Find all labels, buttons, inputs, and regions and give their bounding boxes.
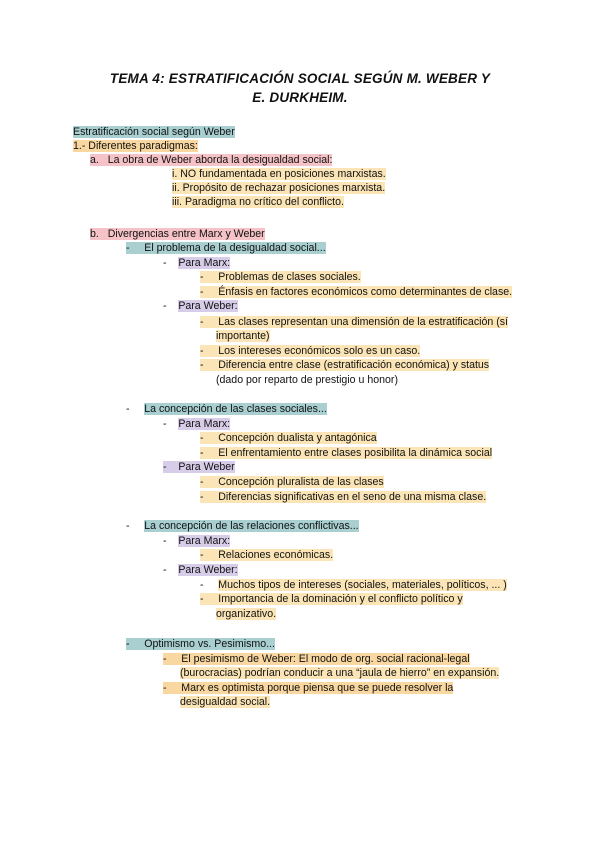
text-fragment: - [200, 345, 204, 357]
highlight [200, 286, 512, 298]
text-fragment: organizativo. [216, 608, 277, 620]
text-fragment: - [200, 316, 204, 328]
text-fragment: - [163, 257, 167, 269]
block4-item-1-cont [180, 667, 499, 680]
highlight [200, 447, 492, 459]
highlight [126, 638, 275, 650]
highlight [200, 432, 377, 444]
text-fragment: Estratificación social según Weber [73, 126, 235, 138]
text-fragment: - [126, 638, 130, 650]
text-fragment: Énfasis en factores económicos como determinantes de clase. [218, 286, 513, 298]
highlight [200, 593, 463, 605]
item-a [90, 154, 332, 167]
text-fragment: - [163, 418, 167, 430]
highlight [163, 653, 470, 665]
text-fragment: iii. Paradigma no crítico del conflicto. [172, 196, 344, 208]
block2-weber-label [163, 461, 235, 474]
text-fragment: 1.- Diferentes paradigmas: [73, 140, 198, 152]
item-a-iii [172, 196, 344, 209]
block3-heading [126, 520, 359, 533]
text-fragment: - [126, 403, 130, 415]
text-fragment: La concepción de las relaciones conflictivas... [144, 520, 359, 532]
text-fragment: - [200, 549, 204, 561]
block4-item-1 [163, 653, 470, 666]
text-fragment: Para Marx: [178, 535, 231, 547]
block1-weber-item-1 [200, 316, 508, 329]
text-fragment: El enfrentamiento entre clases posibilita la dinámica social [218, 447, 493, 459]
highlight [200, 476, 384, 488]
block4-heading [126, 638, 275, 651]
text-fragment: Para Weber: [178, 300, 238, 312]
block1-weber-label [163, 300, 238, 313]
text-fragment: Para Marx: [178, 257, 231, 269]
text-fragment: Muchos tipos de intereses (sociales, materiales, políticos, ... ) [218, 579, 507, 591]
block1-weber-item-2 [200, 345, 420, 358]
block3-weber-item-2 [200, 593, 463, 606]
text-fragment: ii. Propósito de rechazar posiciones marxista. [172, 182, 386, 194]
text-fragment: - [163, 461, 167, 473]
highlight [90, 228, 265, 240]
highlight [90, 154, 332, 166]
item-a-ii [172, 182, 385, 195]
text-fragment: Las clases representan una dimensión de la estratificación (sí [218, 316, 508, 328]
text-fragment: Para Weber [178, 461, 235, 473]
text-fragment: Los intereses económicos solo es un caso. [218, 345, 421, 357]
highlight [200, 491, 486, 503]
text-fragment: - [200, 476, 204, 488]
section-heading [73, 126, 235, 139]
text-fragment: Diferencias significativas en el seno de una misma clase. [218, 491, 487, 503]
text-fragment: desigualdad social. [180, 696, 271, 708]
text-fragment: - [200, 491, 204, 503]
block4-item-2-cont [180, 696, 270, 709]
text-fragment: El pesimismo de Weber: El modo de org. social racional-legal [181, 653, 470, 665]
block1-weber-item-3 [200, 359, 489, 372]
text-fragment: Diferencia entre clase (estratificación económica) y status [218, 359, 490, 371]
text-fragment: - [126, 242, 130, 254]
text-fragment: (dado por reparto de prestigio u honor) [216, 374, 398, 386]
highlight [200, 271, 361, 283]
text-fragment: Divergencias entre Marx y Weber [107, 228, 265, 240]
text-fragment: Optimismo vs. Pesimismo... [144, 638, 275, 650]
text-fragment: - [200, 593, 204, 605]
highlight [200, 345, 420, 357]
block2-marx-item-1 [200, 432, 377, 445]
text-fragment: - [163, 564, 167, 576]
text-fragment: - [163, 682, 167, 694]
text-fragment: a. [90, 154, 99, 166]
text-fragment: - [200, 359, 204, 371]
highlight [163, 461, 235, 473]
text-fragment: i. NO fundamentada en posiciones marxistas. [172, 168, 386, 180]
text-fragment: Para Marx: [178, 418, 231, 430]
block3-marx-label [163, 535, 230, 548]
text-fragment: Relaciones económicas. [218, 549, 334, 561]
text-fragment: - [200, 286, 204, 298]
subsection-heading [73, 140, 198, 153]
block2-weber-item-2 [200, 491, 486, 504]
block1-marx-item-2 [200, 286, 512, 299]
highlight [200, 549, 333, 561]
text-fragment: - [200, 579, 204, 591]
block1-marx-label [163, 257, 230, 270]
text-fragment: La obra de Weber aborda la desigualdad social: [107, 154, 333, 166]
text-fragment: Importancia de la dominación y el conflicto político y [218, 593, 463, 605]
highlight [200, 316, 508, 328]
block2-weber-item-1 [200, 476, 384, 489]
highlight [200, 359, 489, 371]
page-title-line-2: E. DURKHEIM. [252, 90, 348, 105]
block2-marx-item-2 [200, 447, 492, 460]
text-fragment: El problema de la desigualdad social... [144, 242, 326, 254]
item-a-i [172, 168, 386, 181]
block3-weber-label [163, 564, 238, 577]
block1-weber-item-3-cont [216, 374, 398, 387]
block3-weber-item-1 [200, 579, 507, 592]
block1-marx-item-1 [200, 271, 361, 284]
page-title-line-1: TEMA 4: ESTRATIFICACIÓN SOCIAL SEGÚN M. WEBER Y [109, 71, 491, 86]
text-fragment: Concepción pluralista de las clases [218, 476, 384, 488]
text-fragment: b. [90, 228, 99, 240]
block1-heading [126, 242, 326, 255]
item-b [90, 228, 265, 241]
text-fragment: - [200, 432, 204, 444]
text-fragment: - [163, 300, 167, 312]
text-fragment: - [200, 271, 204, 283]
block3-marx-item-1 [200, 549, 333, 562]
text-fragment: - [163, 653, 167, 665]
block3-weber-item-2-cont [216, 608, 276, 621]
text-fragment: - [200, 447, 204, 459]
block2-heading [126, 403, 327, 416]
block2-marx-label [163, 418, 230, 431]
highlight [126, 242, 326, 254]
block1-weber-item-1-cont [216, 330, 270, 343]
text-fragment: importante) [216, 330, 270, 342]
text-fragment: - [126, 520, 130, 532]
text-fragment: Concepción dualista y antagónica [218, 432, 377, 444]
text-fragment: Para Weber: [178, 564, 238, 576]
text-fragment: Problemas de clases sociales. [218, 271, 361, 283]
text-fragment: - [163, 535, 167, 547]
block4-item-2 [163, 682, 453, 695]
highlight [163, 682, 453, 694]
text-fragment: La concepción de las clases sociales... [144, 403, 327, 415]
text-fragment: Marx es optimista porque piensa que se puede resolver la [181, 682, 454, 694]
text-fragment: (burocracias) podrían conducir a una “jaula de hierro” en expansión. [180, 667, 500, 679]
